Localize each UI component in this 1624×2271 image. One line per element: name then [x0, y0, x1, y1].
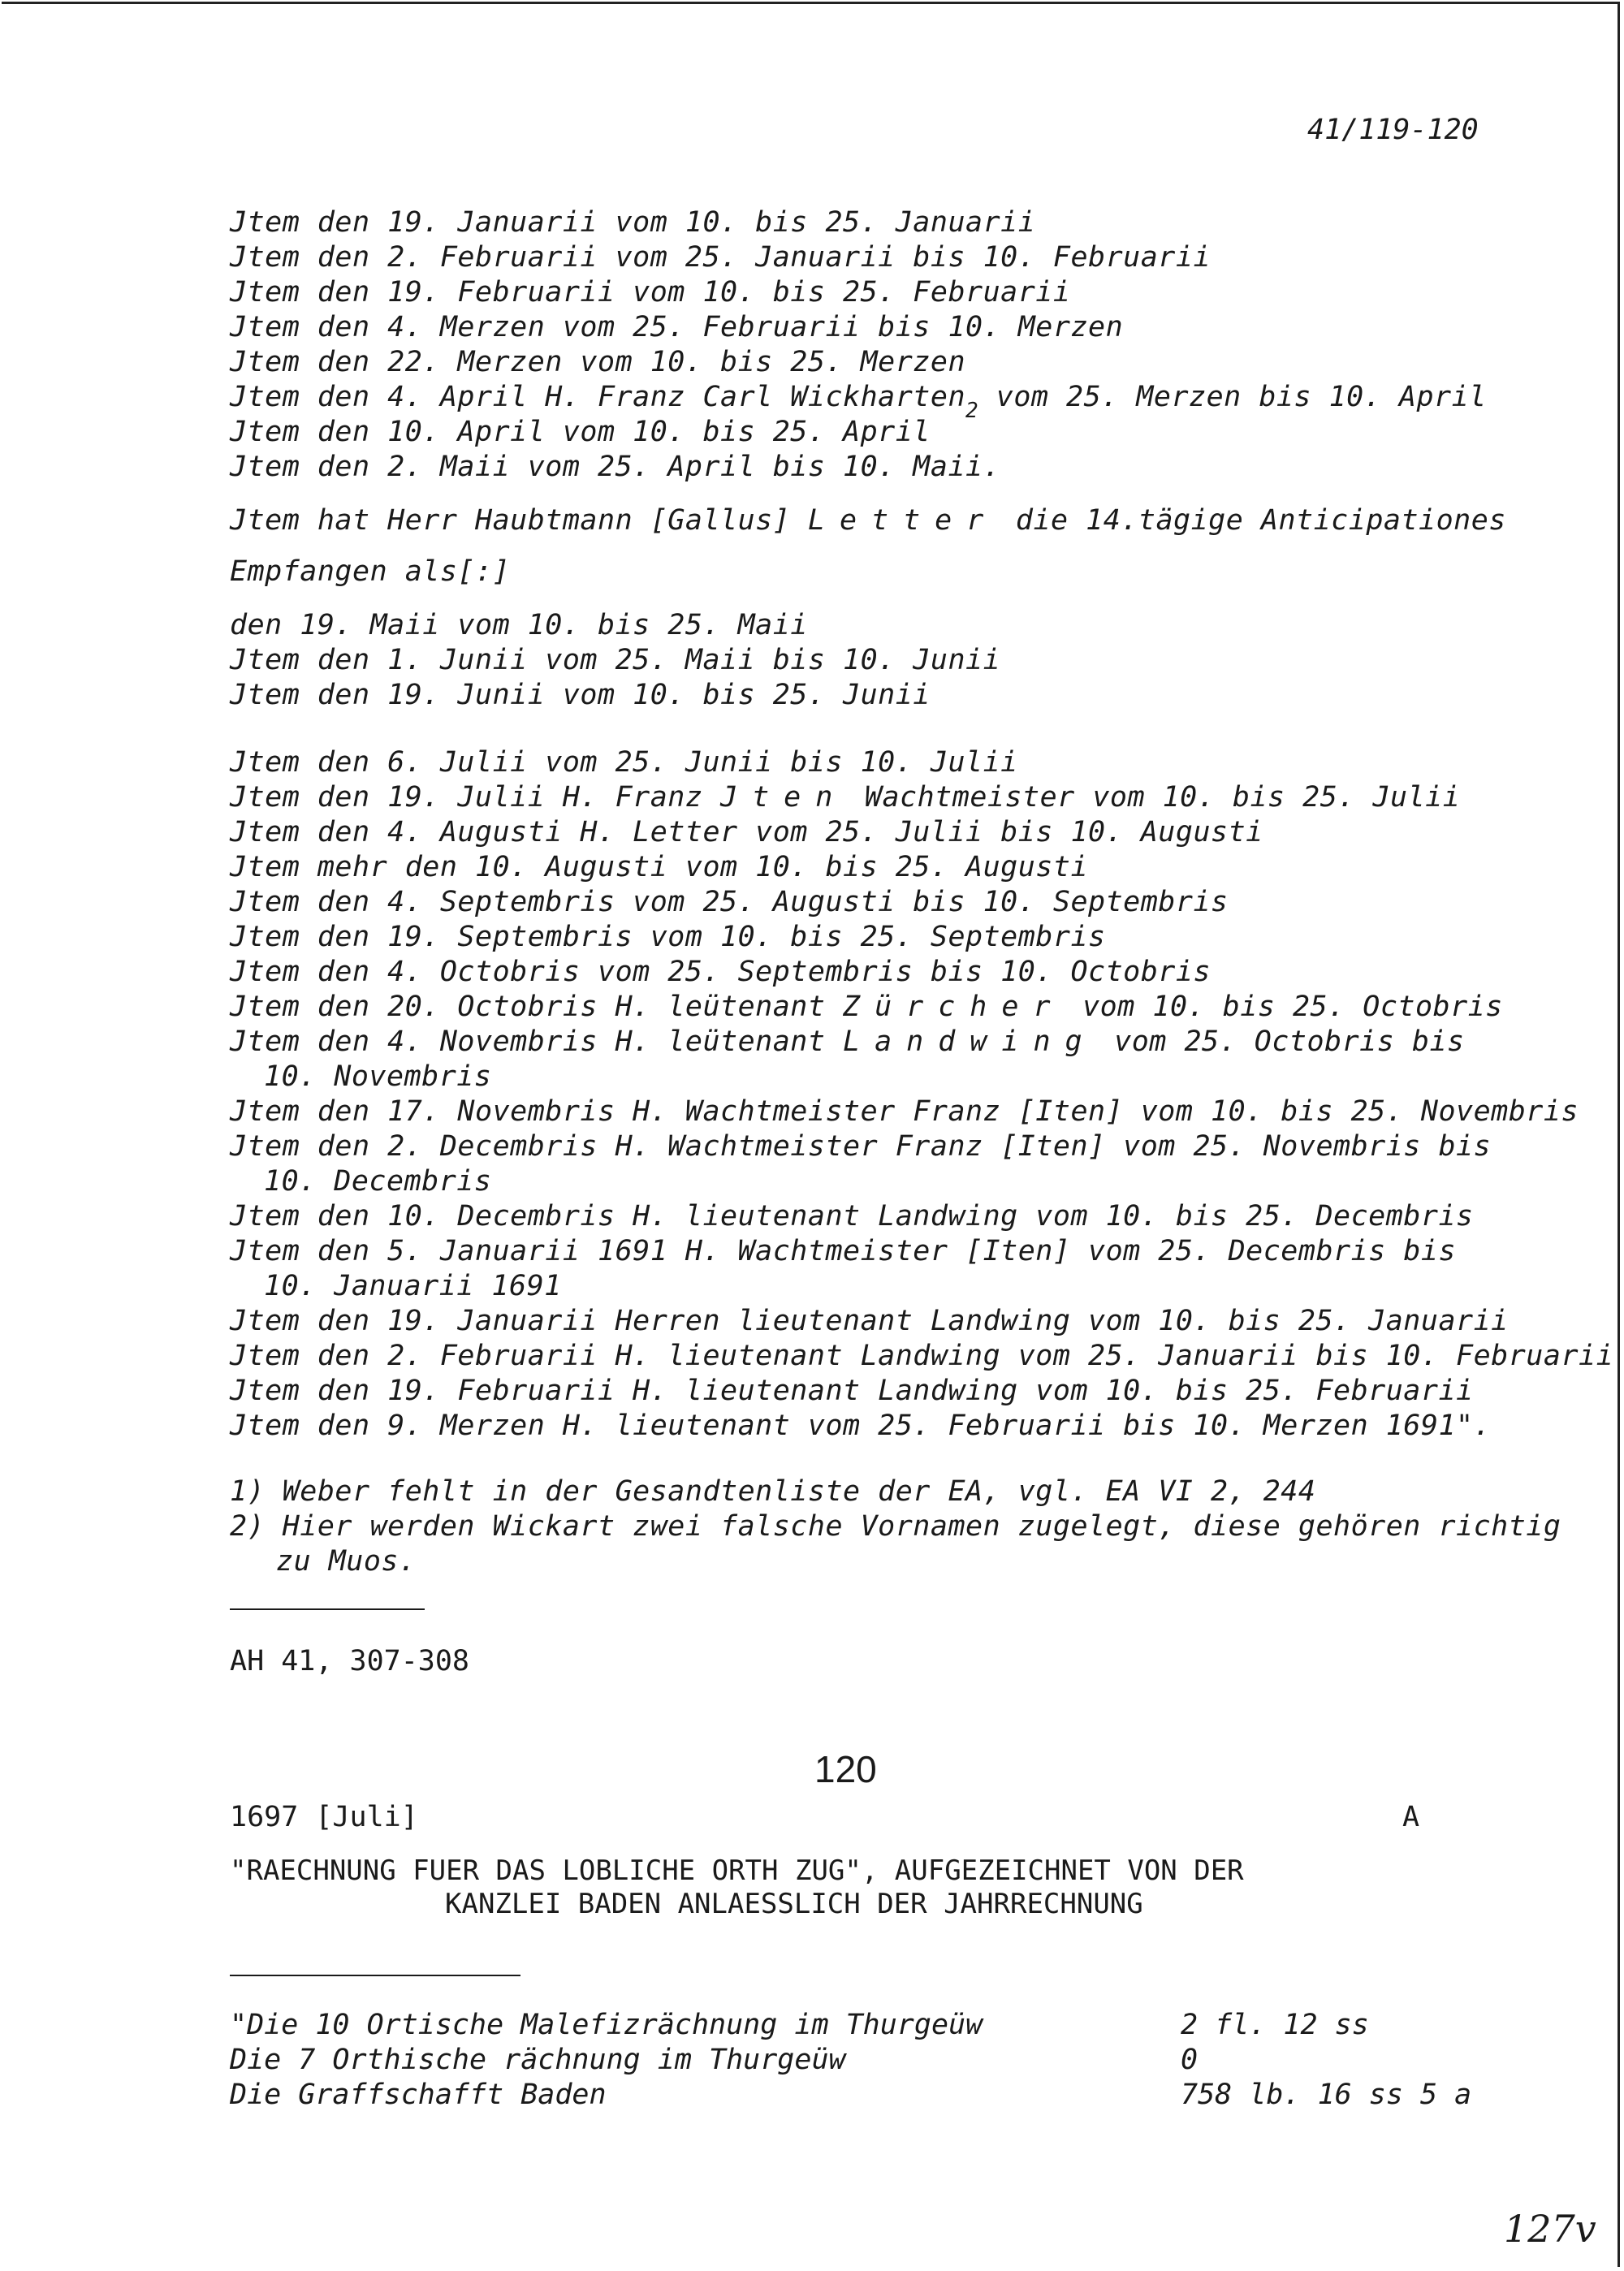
amount-cell: 2 fl. 12 ss — [1181, 2009, 1369, 2041]
item-cell: "Die 10 Ortische Malefizrächnung im Thurgeüw — [230, 2009, 983, 2041]
amount-cell: 758 lb. 16 ss 5 a — [1181, 2079, 1472, 2111]
entry-line: Jtem den 19. Junii vom 10. bis 25. Junii — [230, 679, 931, 711]
entry-line-landwing: Jtem den 4. Novembris H. leütenant Landwing vom 25. Octobris bis — [230, 1025, 1465, 1058]
entry-line: Jtem den 17. Novembris H. Wachtmeister Franz [Iten] vom 10. bis 25. Novembris — [230, 1095, 1579, 1128]
footnote-mark: 2 — [965, 399, 979, 423]
entry-line: Jtem den 10. April vom 10. bis 25. April — [230, 416, 931, 448]
footnote-continuation: zu Muos. — [276, 1545, 417, 1578]
entry-line: Jtem den 4. Octobris vom 25. Septembris bis 10. Octobris — [230, 956, 1212, 988]
entry-line: den 19. Maii vom 10. bis 25. Maii — [230, 609, 808, 641]
entry-line: Jtem den 22. Merzen vom 10. bis 25. Merzen — [230, 346, 966, 378]
entry-continuation: 10. Decembris — [264, 1165, 492, 1198]
footnote: 1) Weber fehlt in der Gesandtenliste der EA, vgl. EA VI 2, 244 — [230, 1475, 1316, 1508]
received-line: Empfangen als[:] — [230, 555, 511, 588]
table-row — [230, 2079, 1472, 2113]
entry-line: Jtem den 6. Julii vom 25. Junii bis 10. Julii — [230, 746, 1018, 779]
document-title-continuation: KANZLEI BADEN ANLAESSLICH DER JAHRRECHNUNG — [445, 1888, 1143, 1920]
name-iten: Jten — [720, 781, 848, 814]
entry-line-zurcher: Jtem den 20. Octobris H. leütenant Zürcher vom 10. bis 25. Octobris — [230, 991, 1503, 1023]
entry-line: Jtem den 5. Januarii 1691 H. Wachtmeister [Iten] vom 25. Decembris bis — [230, 1235, 1457, 1267]
entry-line: Jtem den 2. Decembris H. Wachtmeister Franz [Iten] vom 25. Novembris bis — [230, 1130, 1492, 1163]
letter-line: Jtem hat Herr Haubtmann [Gallus] Letter die 14.tägige Anticipationes — [230, 504, 1506, 537]
entry-line: Jtem den 4. Augusti H. Letter vom 25. Julii bis 10. Augusti — [230, 816, 1263, 848]
entry-line-iten: Jtem den 19. Julii H. Franz Jten Wachtmeister vom 10. bis 25. Julii — [230, 781, 1461, 814]
entry-line: Jtem den 19. Septembris vom 10. bis 25. Septembris — [230, 921, 1106, 953]
entry-continuation: 10. Januarii 1691 — [264, 1270, 562, 1302]
entry-line-april — [230, 379, 1487, 423]
source-reference: AH 41, 307-308 — [230, 1645, 470, 1677]
page-reference: 41/119-120 — [1307, 114, 1479, 146]
account-table — [230, 2009, 1472, 2113]
entry-line: Jtem den 2. Maii vom 25. April bis 10. Maii. — [230, 451, 1001, 483]
handwritten-folio-number: 127v — [1504, 2207, 1596, 2251]
entry-text: vom 25. Merzen bis 10. April — [978, 381, 1487, 413]
name-letter: Letter — [807, 504, 999, 537]
item-cell: Die 7 Orthische rächnung im Thurgeüw — [230, 2044, 846, 2076]
entry-line: Jtem den 19. Februarii H. lieutenant Landwing vom 10. bis 25. Februarii — [230, 1375, 1474, 1407]
entry-line: Jtem den 2. Februarii H. lieutenant Landwing vom 25. Januarii bis 10. Februarii — [230, 1340, 1614, 1372]
entry-continuation: 10. Novembris — [264, 1060, 492, 1093]
document-title: "RAECHNUNG FUER DAS LOBLICHE ORTH ZUG", AUFGEZEICHNET VON DER — [230, 1854, 1244, 1887]
separator-rule — [230, 1975, 520, 1976]
footnote: 2) Hier werden Wickart zwei falsche Vornamen zugelegt, diese gehören richtig — [230, 1510, 1561, 1543]
entry-line: Jtem den 9. Merzen H. lieutenant vom 25. Februarii bis 10. Merzen 1691". — [230, 1410, 1492, 1442]
entry-text: Jtem den 4. April H. Franz Carl Wickharten — [230, 381, 966, 413]
separator-rule — [230, 1608, 425, 1610]
document-number: 120 — [814, 1748, 877, 1790]
table-row — [230, 2044, 1448, 2079]
document-date: 1697 [Juli] — [230, 1801, 418, 1833]
amount-cell: 0 — [1181, 2044, 1199, 2076]
entry-line: Jtem den 4. Septembris vom 25. Augusti bis 10. Septembris — [230, 886, 1229, 918]
entry-line: Jtem den 19. Januarii vom 10. bis 25. Januarii — [230, 206, 1036, 239]
entry-line: Jtem den 19. Januarii Herren lieutenant Landwing vom 10. bis 25. Januarii — [230, 1305, 1509, 1337]
entry-line: Jtem den 4. Merzen vom 25. Februarii bis 10. Merzen — [230, 311, 1124, 343]
entry-line: Jtem mehr den 10. Augusti vom 10. bis 25. Augusti — [230, 851, 1089, 883]
table-row — [230, 2009, 1448, 2044]
entry-line: Jtem den 10. Decembris H. lieutenant Landwing vom 10. bis 25. Decembris — [230, 1200, 1474, 1233]
name-zurcher: Zürcher — [843, 991, 1065, 1023]
name-landwing: Landwing — [843, 1025, 1097, 1058]
document-type: A — [1402, 1801, 1420, 1833]
entry-line: Jtem den 2. Februarii vom 25. Januarii bis 10. Februarii — [230, 241, 1212, 274]
entry-line: Jtem den 1. Junii vom 25. Maii bis 10. Junii — [230, 644, 1001, 676]
item-cell: Die Graffschafft Baden — [230, 2079, 607, 2111]
entry-line: Jtem den 19. Februarii vom 10. bis 25. Februarii — [230, 276, 1071, 309]
